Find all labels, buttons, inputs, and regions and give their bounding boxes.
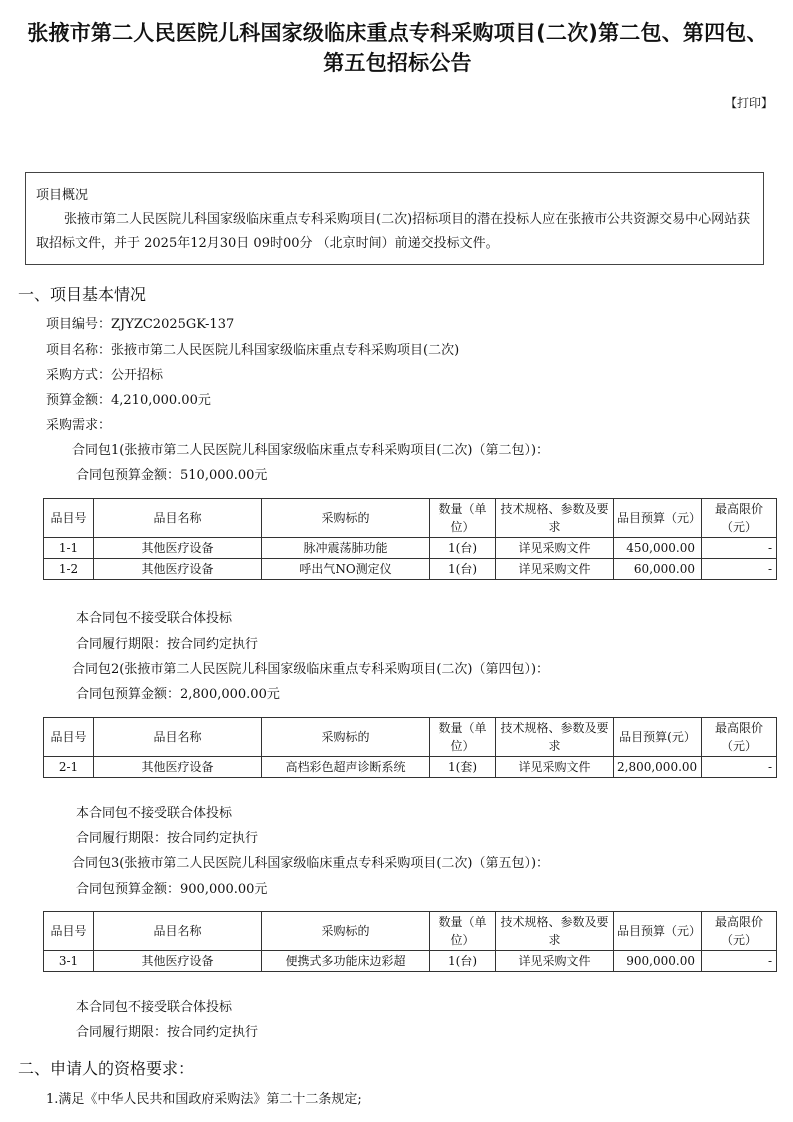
cell-qty: 1(台) <box>430 951 496 972</box>
section1-heading: 一、项目基本情况 <box>18 285 147 304</box>
cell-qty: 1(台) <box>430 559 496 580</box>
header-target: 采购标的 <box>262 912 430 951</box>
package-2-budget: 合同包预算金额：2,800,000.00元 <box>76 687 280 702</box>
package-3-table <box>43 911 777 972</box>
procurement-demand: 采购需求： <box>46 418 112 433</box>
package-1-budget: 合同包预算金额：510,000.00元 <box>76 468 268 483</box>
requirement-item-1: 1.满足《中华人民共和国政府采购法》第二十二条规定; <box>46 1092 362 1107</box>
cell-spec: 详见采购文件 <box>496 538 614 559</box>
overview-heading: 项目概况 <box>36 188 89 203</box>
header-qty: 数量（单位） <box>430 912 496 951</box>
cell-limit: - <box>702 757 777 778</box>
table-row <box>44 757 777 778</box>
cell-spec: 详见采购文件 <box>496 757 614 778</box>
cell-spec: 详见采购文件 <box>496 951 614 972</box>
cell-no: 3-1 <box>44 951 94 972</box>
header-qty: 数量（单位） <box>430 718 496 757</box>
cell-target: 脉冲震荡肺功能 <box>262 538 430 559</box>
package-1-title: 合同包1(张掖市第二人民医院儿科国家级临床重点专科采购项目(二次)（第二包）)： <box>72 443 550 458</box>
header-budget: 品目预算（元） <box>614 912 702 951</box>
cell-no: 1-2 <box>44 559 94 580</box>
package-3-title: 合同包3(张掖市第二人民医院儿科国家级临床重点专科采购项目(二次)（第五包）)： <box>72 856 550 871</box>
cell-name: 其他医疗设备 <box>94 951 262 972</box>
header-limit: 最高限价（元） <box>702 718 777 757</box>
cell-qty: 1(套) <box>430 757 496 778</box>
cell-limit: - <box>702 559 777 580</box>
header-no: 品目号 <box>44 499 94 538</box>
header-spec: 技术规格、参数及要求 <box>496 912 614 951</box>
overview-body: 张掖市第二人民医院儿科国家级临床重点专科采购项目(二次)招标项目的潜在投标人应在张掖市公共资源交易中心网站获取招标文件，并于 2025年12月30日 09时00分 （北京时间）前递交投标文件。 <box>36 212 751 251</box>
print-link[interactable]: 【打印】 <box>724 96 773 110</box>
header-target: 采购标的 <box>262 499 430 538</box>
project-overview-box <box>25 172 764 265</box>
header-limit: 最高限价（元） <box>702 912 777 951</box>
package-1-joint-bid: 本合同包不接受联合体投标 <box>76 611 233 626</box>
package-1-period: 合同履行期限：按合同约定执行 <box>76 637 259 652</box>
project-number: 项目编号：ZJYZC2025GK-137 <box>46 317 235 332</box>
package-2-period: 合同履行期限：按合同约定执行 <box>76 831 259 846</box>
package-2-table <box>43 717 777 778</box>
cell-name: 其他医疗设备 <box>94 559 262 580</box>
procurement-method: 采购方式：公开招标 <box>46 368 164 383</box>
table-row <box>44 559 777 580</box>
package-2-title: 合同包2(张掖市第二人民医院儿科国家级临床重点专科采购项目(二次)（第四包）)： <box>72 662 550 677</box>
cell-target: 高档彩色超声诊断系统 <box>262 757 430 778</box>
cell-name: 其他医疗设备 <box>94 757 262 778</box>
header-budget: 品目预算（元） <box>614 499 702 538</box>
cell-qty: 1(台) <box>430 538 496 559</box>
table-header-row <box>44 912 777 951</box>
project-name: 项目名称：张掖市第二人民医院儿科国家级临床重点专科采购项目(二次) <box>46 343 460 358</box>
header-name: 品目名称 <box>94 718 262 757</box>
header-no: 品目号 <box>44 912 94 951</box>
cell-no: 2-1 <box>44 757 94 778</box>
cell-name: 其他医疗设备 <box>94 538 262 559</box>
cell-budget: 60,000.00 <box>614 559 702 580</box>
package-3-period: 合同履行期限：按合同约定执行 <box>76 1025 259 1040</box>
table-header-row <box>44 499 777 538</box>
cell-spec: 详见采购文件 <box>496 559 614 580</box>
table-header-row <box>44 718 777 757</box>
cell-target: 便携式多功能床边彩超 <box>262 951 430 972</box>
section2-heading: 二、申请人的资格要求： <box>18 1059 195 1078</box>
page-title: 张掖市第二人民医院儿科国家级临床重点专科采购项目(二次)第二包、第四包、第五包招标公告 <box>27 21 768 75</box>
package-3-joint-bid: 本合同包不接受联合体投标 <box>76 1000 233 1015</box>
header-no: 品目号 <box>44 718 94 757</box>
cell-limit: - <box>702 951 777 972</box>
cell-no: 1-1 <box>44 538 94 559</box>
header-qty: 数量（单位） <box>430 499 496 538</box>
cell-target: 呼出气NO测定仪 <box>262 559 430 580</box>
package-3-budget: 合同包预算金额：900,000.00元 <box>76 882 268 897</box>
header-target: 采购标的 <box>262 718 430 757</box>
header-name: 品目名称 <box>94 912 262 951</box>
table-row <box>44 538 777 559</box>
header-limit: 最高限价（元） <box>702 499 777 538</box>
cell-budget: 2,800,000.00 <box>614 757 702 778</box>
package-1-table <box>43 498 777 580</box>
cell-limit: - <box>702 538 777 559</box>
budget-amount: 预算金额：4,210,000.00元 <box>46 393 211 408</box>
header-spec: 技术规格、参数及要求 <box>496 718 614 757</box>
cell-budget: 900,000.00 <box>614 951 702 972</box>
table-row <box>44 951 777 972</box>
package-2-joint-bid: 本合同包不接受联合体投标 <box>76 806 233 821</box>
cell-budget: 450,000.00 <box>614 538 702 559</box>
header-budget: 品目预算(元） <box>614 718 702 757</box>
header-name: 品目名称 <box>94 499 262 538</box>
header-spec: 技术规格、参数及要求 <box>496 499 614 538</box>
